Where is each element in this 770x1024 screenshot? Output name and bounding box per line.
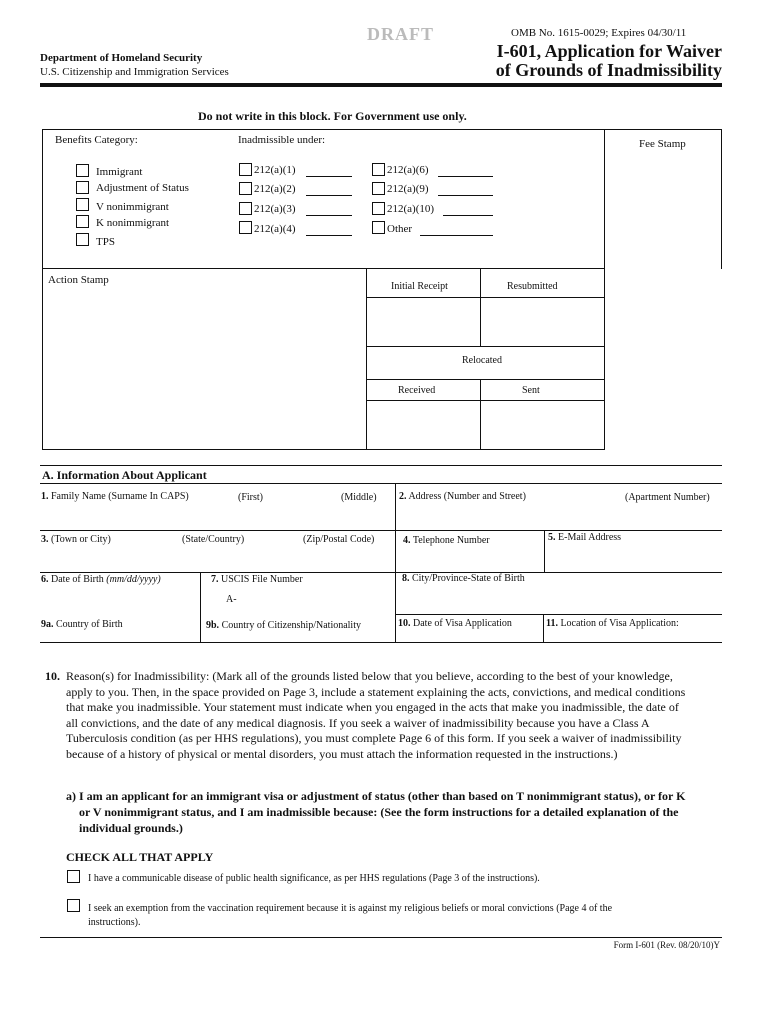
subagency-name: U.S. Citizenship and Immigration Services [40,66,229,78]
communicable-disease-checkbox[interactable] [67,870,80,883]
section-212a1-checkbox[interactable] [239,163,252,176]
action-stamp-label: Action Stamp [48,274,109,286]
benefit-k-nonimmigrant-checkbox[interactable] [76,215,89,228]
middle-name-field[interactable]: (Middle) [341,492,377,503]
benefit-label: V nonimmigrant [96,201,169,213]
section-label: 212(a)(1) [254,164,296,176]
form-revision: Form I-601 (Rev. 08/20/10)Y [613,940,720,950]
benefits-category-label: Benefits Category: [55,134,138,146]
a-number-prefix: A- [226,594,237,605]
form-title-line1: I-601, Application for Waiver [496,41,722,61]
form-title-line2: of Grounds of Inadmissibility [495,60,722,80]
ground-a-statement: a) I am an applicant for an immigrant visa or adjustment of status (other than based on T nonimmigrant status), or for K or V nonimmigrant status, and I am inadmissible because: (See the form instructions for a detailed explanation of the individual grounds.) [66,789,686,835]
agency-name: Department of Homeland Security [40,52,203,64]
telephone-field[interactable]: 4. Telephone Number [403,535,490,546]
country-of-citizenship-field[interactable]: 9b. Country of Citizenship/Nationality [206,620,361,631]
visa-application-location-field[interactable]: 11. Location of Visa Application: [546,618,679,629]
zip-code-field[interactable]: (Zip/Postal Code) [303,534,375,545]
section-212a4-checkbox[interactable] [239,221,252,234]
reasons-number: 10. [45,669,60,683]
town-city-field[interactable]: 3. (Town or City) [41,534,111,545]
country-of-birth-field[interactable]: 9a. Country of Birth [41,619,123,630]
sent-label: Sent [522,385,540,396]
communicable-disease-label: I have a communicable disease of public health significance, as per HHS regulations (Page 3 of the instructions). [88,873,540,884]
check-all-heading: CHECK ALL THAT APPLY [66,850,214,864]
address-field[interactable]: 2. Address (Number and Street) [399,491,526,502]
benefit-label: K nonimmigrant [96,217,170,229]
received-label: Received [398,385,436,396]
initial-receipt-label: Initial Receipt [391,281,448,292]
city-of-birth-field[interactable]: 8. City/Province-State of Birth [402,573,525,584]
section-label: 212(a)(10) [387,203,435,215]
section-label: 212(a)(3) [254,203,296,215]
email-field[interactable]: 5. E-Mail Address [548,532,622,543]
apartment-number-field[interactable]: (Apartment Number) [625,492,710,503]
benefit-label: Immigrant [96,166,143,178]
header-rule [40,83,722,87]
section-label: 212(a)(2) [254,183,296,195]
relocated-label: Relocated [462,355,502,366]
gov-use-notice: Do not write in this block. For Government use only. [198,109,467,123]
date-of-birth-field[interactable]: 6. Date of Birth (mm/dd/yyyy) [41,574,161,585]
benefit-v-nonimmigrant-checkbox[interactable] [76,198,89,211]
vaccination-exemption-checkbox[interactable] [67,899,80,912]
section-212a2-checkbox[interactable] [239,182,252,195]
section-a-heading: A. Information About Applicant [42,468,207,482]
benefit-label: Adjustment of Status [96,182,189,194]
section-212a10-checkbox[interactable] [372,202,385,215]
benefit-immigrant-checkbox[interactable] [76,164,89,177]
benefit-label: TPS [96,236,115,248]
section-label: 212(a)(4) [254,223,296,235]
section-label: 212(a)(9) [387,183,429,195]
vaccination-exemption-label: I seek an exemption from the vaccination requirement because it is against my religious beliefs or moral convictions (Page 4 of the instructions). [88,903,613,928]
benefit-adjustment-checkbox[interactable] [76,181,89,194]
visa-application-date-field[interactable]: 10. Date of Visa Application [398,618,512,629]
first-name-field[interactable]: (First) [238,492,263,503]
uscis-file-number-field[interactable]: 7. USCIS File Number [211,574,303,585]
section-212a6-checkbox[interactable] [372,163,385,176]
section-label: 212(a)(6) [387,164,429,176]
benefit-tps-checkbox[interactable] [76,233,89,246]
section-212a3-checkbox[interactable] [239,202,252,215]
state-country-field[interactable]: (State/Country) [182,534,245,545]
inadmissible-under-label: Inadmissible under: [238,134,326,146]
draft-watermark: DRAFT [367,24,434,44]
section-label: Other [387,223,413,235]
family-name-field[interactable]: 1. Family Name (Surname In CAPS) [41,491,189,502]
resubmitted-label: Resubmitted [507,281,558,292]
section-212a9-checkbox[interactable] [372,182,385,195]
section-other-checkbox[interactable] [372,221,385,234]
fee-stamp-label: Fee Stamp [639,138,686,150]
reasons-text: Reason(s) for Inadmissibility: (Mark all of the grounds listed below that you believe, according to the best of your knowledge, apply to you. Then, in the space provided on Page 3, include a statement explaining the acts, convictions, and medical conditions that make you inadmissible. Your statement must indicate when you engaged in the acts that make you inadmissible, the date of all convictions, and the date of any medical diagnosis. If you seek a waiver of inadmissibility because you have a Class A Tuberculosis condition (as per HHS regulations), you must complete Page 6 of this form. If you seek a waiver of inadmissibility because of a history of physical or mental disorders, you must attach the information requested in the instructions.) [66,669,686,761]
omb-number: OMB No. 1615-0029; Expires 04/30/11 [511,27,687,39]
